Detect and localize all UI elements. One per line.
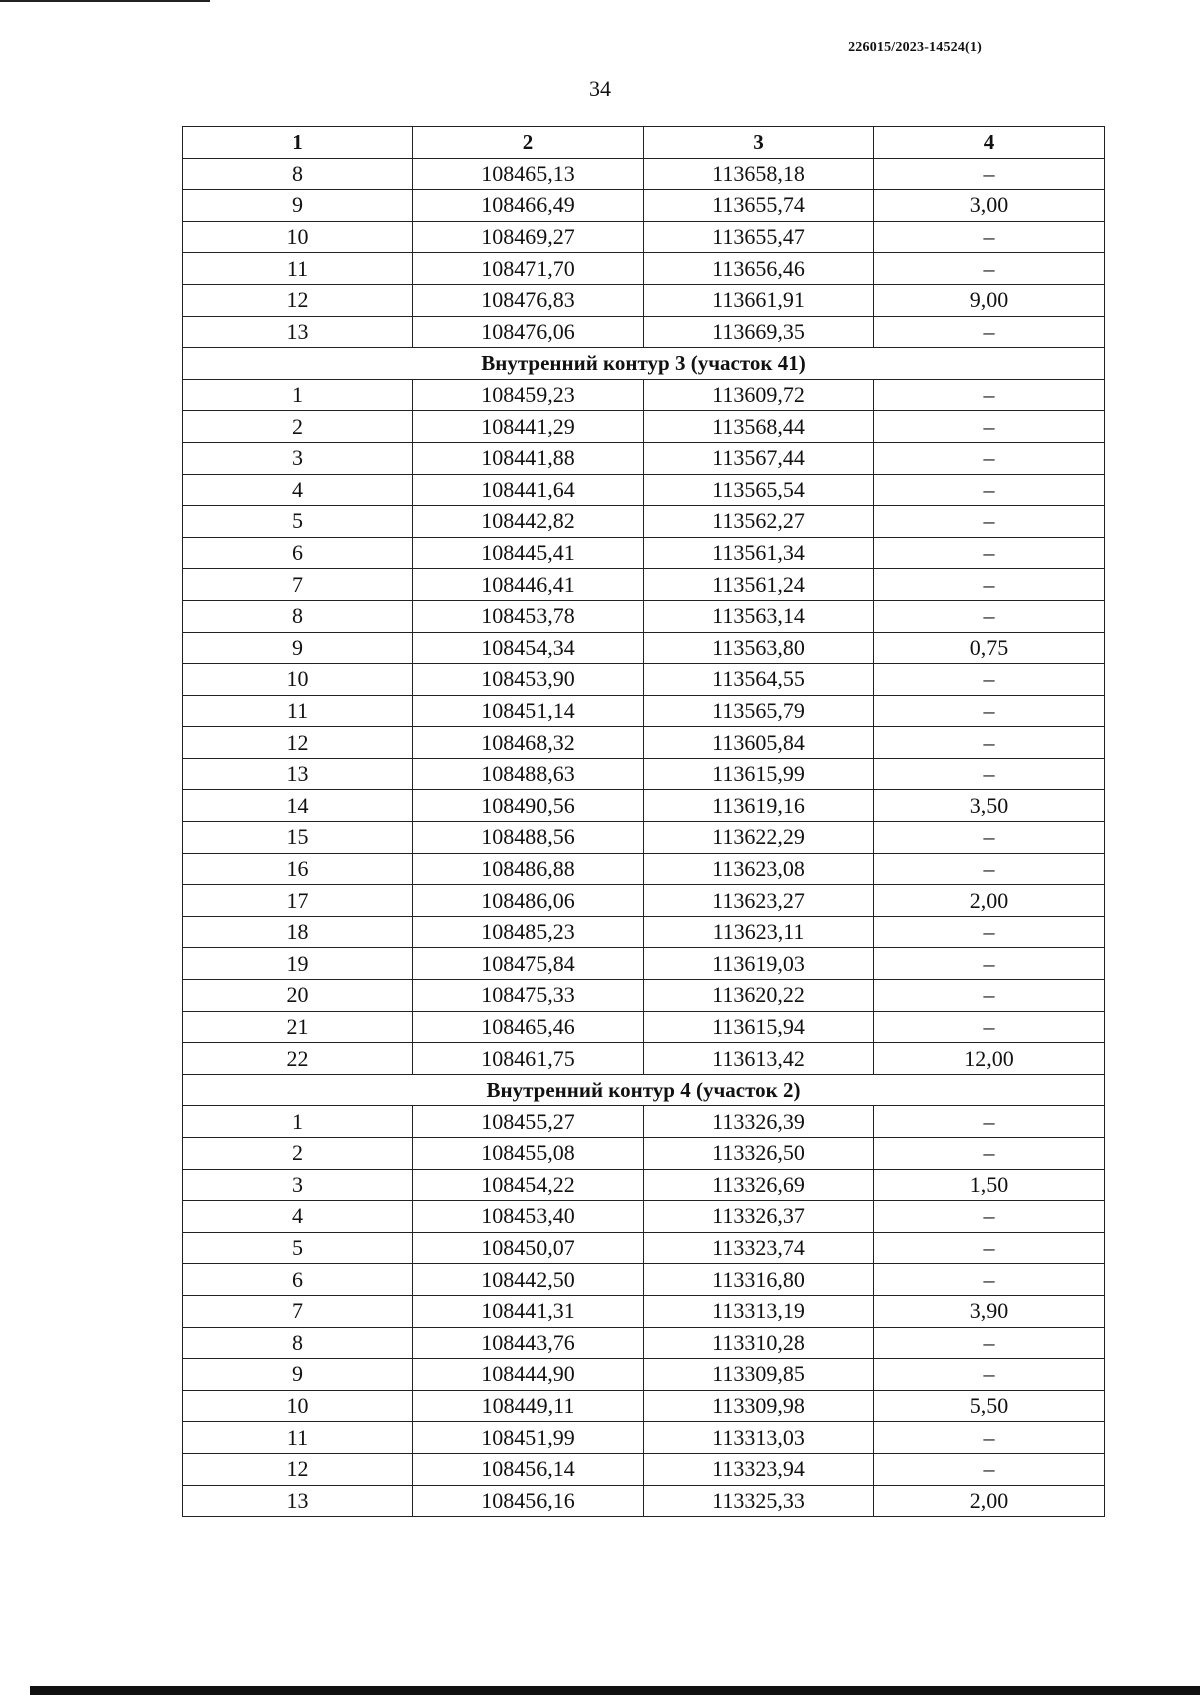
table-cell: 108490,56 <box>413 790 644 822</box>
page-number: 34 <box>589 76 611 101</box>
table-cell: 108456,16 <box>413 1485 644 1517</box>
table-cell: 11 <box>183 695 413 727</box>
table-cell: – <box>874 1453 1105 1485</box>
table-cell: 108455,08 <box>413 1138 644 1170</box>
table-cell: 1 <box>183 379 413 411</box>
table-cell: 108451,14 <box>413 695 644 727</box>
table-row <box>183 1201 1105 1233</box>
table-row <box>183 253 1105 285</box>
table-cell: 2 <box>183 1138 413 1170</box>
table-cell: 108488,56 <box>413 822 644 854</box>
column-header: 4 <box>874 127 1105 159</box>
section-title: Внутренний контур 4 (участок 2) <box>183 1074 1105 1106</box>
table-cell: 0,75 <box>874 632 1105 664</box>
table-cell: 108466,49 <box>413 190 644 222</box>
table-cell: – <box>874 664 1105 696</box>
table-cell: 108454,34 <box>413 632 644 664</box>
table-cell: 13 <box>183 1485 413 1517</box>
table-cell: 113605,84 <box>644 727 874 759</box>
table-cell: 108471,70 <box>413 253 644 285</box>
table-cell: 3,90 <box>874 1295 1105 1327</box>
table-row <box>183 442 1105 474</box>
table-cell: 113564,55 <box>644 664 874 696</box>
table-cell: 108465,13 <box>413 158 644 190</box>
table-row <box>183 1232 1105 1264</box>
table-cell: – <box>874 569 1105 601</box>
table-cell: – <box>874 1011 1105 1043</box>
table-cell: 113309,98 <box>644 1390 874 1422</box>
table-cell: 5 <box>183 506 413 538</box>
table-cell: – <box>874 822 1105 854</box>
table-cell: 1,50 <box>874 1169 1105 1201</box>
table-cell: 16 <box>183 853 413 885</box>
table-row <box>183 379 1105 411</box>
table-cell: 108450,07 <box>413 1232 644 1264</box>
table-row <box>183 1422 1105 1454</box>
table-row <box>183 411 1105 443</box>
table-cell: 108451,99 <box>413 1422 644 1454</box>
table-cell: 113562,27 <box>644 506 874 538</box>
table-cell: 113563,14 <box>644 600 874 632</box>
table-cell: 11 <box>183 1422 413 1454</box>
table-cell: 108461,75 <box>413 1043 644 1075</box>
table-cell: 113313,19 <box>644 1295 874 1327</box>
table-cell: 12 <box>183 284 413 316</box>
table-row <box>183 1453 1105 1485</box>
table-row <box>183 664 1105 696</box>
table-row <box>183 758 1105 790</box>
table-cell: 13 <box>183 316 413 348</box>
table-cell: 12 <box>183 727 413 759</box>
table-cell: 108453,40 <box>413 1201 644 1233</box>
table-cell: 113620,22 <box>644 980 874 1012</box>
table-cell: 113655,74 <box>644 190 874 222</box>
table-cell: 108455,27 <box>413 1106 644 1138</box>
table-cell: 113561,34 <box>644 537 874 569</box>
table-cell: – <box>874 980 1105 1012</box>
table-cell: 108465,46 <box>413 1011 644 1043</box>
table-row <box>183 284 1105 316</box>
table-cell: 22 <box>183 1043 413 1075</box>
table-cell: 7 <box>183 569 413 601</box>
table-cell: 113563,80 <box>644 632 874 664</box>
table-cell: 9 <box>183 1359 413 1391</box>
table-row <box>183 1390 1105 1422</box>
bottom-scan-bar <box>30 1686 1200 1695</box>
table-cell: 108486,88 <box>413 853 644 885</box>
table-cell: 113661,91 <box>644 284 874 316</box>
table-cell: 113309,85 <box>644 1359 874 1391</box>
table-cell: 113623,08 <box>644 853 874 885</box>
coordinates-table <box>182 126 1105 1517</box>
table-cell: 108475,84 <box>413 948 644 980</box>
table-row <box>183 506 1105 538</box>
table-cell: 108454,22 <box>413 1169 644 1201</box>
table-cell: 5 <box>183 1232 413 1264</box>
table-cell: – <box>874 758 1105 790</box>
table-cell: – <box>874 1327 1105 1359</box>
table-cell: 113313,03 <box>644 1422 874 1454</box>
table-cell: – <box>874 1264 1105 1296</box>
table-row <box>183 537 1105 569</box>
table-row <box>183 1138 1105 1170</box>
table-body <box>183 158 1105 1517</box>
table-cell: 113623,27 <box>644 885 874 917</box>
table-cell: 108444,90 <box>413 1359 644 1391</box>
table-row <box>183 1169 1105 1201</box>
table-row <box>183 158 1105 190</box>
table-cell: – <box>874 1422 1105 1454</box>
table-cell: 113656,46 <box>644 253 874 285</box>
section-row <box>183 348 1105 380</box>
table-cell: 113658,18 <box>644 158 874 190</box>
table-row <box>183 1295 1105 1327</box>
table-cell: 2,00 <box>874 1485 1105 1517</box>
table-cell: 6 <box>183 1264 413 1296</box>
section-row <box>183 1074 1105 1106</box>
table-row <box>183 1359 1105 1391</box>
table-cell: – <box>874 727 1105 759</box>
table-cell: 113669,35 <box>644 316 874 348</box>
table-cell: 8 <box>183 600 413 632</box>
table-cell: – <box>874 695 1105 727</box>
table-cell: 113326,69 <box>644 1169 874 1201</box>
table-cell: 108445,41 <box>413 537 644 569</box>
table-cell: 14 <box>183 790 413 822</box>
table-cell: – <box>874 1106 1105 1138</box>
table-cell: 113325,33 <box>644 1485 874 1517</box>
table-cell: – <box>874 411 1105 443</box>
table-cell: 9 <box>183 632 413 664</box>
table-row <box>183 316 1105 348</box>
table-cell: 108441,88 <box>413 442 644 474</box>
table-cell: 108443,76 <box>413 1327 644 1359</box>
table-cell: – <box>874 537 1105 569</box>
table-cell: 108441,29 <box>413 411 644 443</box>
table-row <box>183 790 1105 822</box>
table-row <box>183 632 1105 664</box>
table-header-row <box>183 127 1105 159</box>
table-cell: – <box>874 948 1105 980</box>
table-cell: 21 <box>183 1011 413 1043</box>
table-row <box>183 695 1105 727</box>
document-number: 226015/2023-14524(1) <box>848 40 982 55</box>
table-cell: 8 <box>183 158 413 190</box>
table-cell: 4 <box>183 1201 413 1233</box>
table-cell: 113619,16 <box>644 790 874 822</box>
table-row <box>183 822 1105 854</box>
table-cell: – <box>874 853 1105 885</box>
table-cell: 1 <box>183 1106 413 1138</box>
table-row <box>183 1327 1105 1359</box>
table-cell: 113615,99 <box>644 758 874 790</box>
table-row <box>183 1485 1105 1517</box>
table-cell: 113326,50 <box>644 1138 874 1170</box>
table-cell: 108475,33 <box>413 980 644 1012</box>
table-cell: 9,00 <box>874 284 1105 316</box>
table-row <box>183 600 1105 632</box>
table-cell: – <box>874 1138 1105 1170</box>
table-cell: 12 <box>183 1453 413 1485</box>
table-cell: 113323,74 <box>644 1232 874 1264</box>
table-cell: 108468,32 <box>413 727 644 759</box>
table-cell: 108488,63 <box>413 758 644 790</box>
table-cell: 113567,44 <box>644 442 874 474</box>
table-cell: 113316,80 <box>644 1264 874 1296</box>
table-cell: 113619,03 <box>644 948 874 980</box>
table-cell: – <box>874 600 1105 632</box>
table-cell: 8 <box>183 1327 413 1359</box>
table-cell: 113655,47 <box>644 221 874 253</box>
table-cell: 108469,27 <box>413 221 644 253</box>
table-cell: – <box>874 1232 1105 1264</box>
top-scan-line <box>0 0 210 2</box>
table-cell: 10 <box>183 1390 413 1422</box>
table-cell: 108453,78 <box>413 600 644 632</box>
table-row <box>183 916 1105 948</box>
table-cell: 9 <box>183 190 413 222</box>
column-header: 2 <box>413 127 644 159</box>
table-cell: 113622,29 <box>644 822 874 854</box>
table-row <box>183 1106 1105 1138</box>
table-cell: 108442,82 <box>413 506 644 538</box>
table-cell: 17 <box>183 885 413 917</box>
section-title: Внутренний контур 3 (участок 41) <box>183 348 1105 380</box>
column-header: 3 <box>644 127 874 159</box>
table-cell: – <box>874 1359 1105 1391</box>
table-cell: 113609,72 <box>644 379 874 411</box>
table-cell: 113326,37 <box>644 1201 874 1233</box>
table-cell: 108453,90 <box>413 664 644 696</box>
table-cell: 108486,06 <box>413 885 644 917</box>
table-cell: – <box>874 506 1105 538</box>
table-cell: 108476,06 <box>413 316 644 348</box>
table-cell: 3,50 <box>874 790 1105 822</box>
table-cell: 108456,14 <box>413 1453 644 1485</box>
table-cell: 5,50 <box>874 1390 1105 1422</box>
table-cell: 11 <box>183 253 413 285</box>
table-cell: 10 <box>183 664 413 696</box>
table-cell: – <box>874 158 1105 190</box>
table-row <box>183 569 1105 601</box>
table-cell: – <box>874 474 1105 506</box>
table-cell: – <box>874 442 1105 474</box>
table-cell: – <box>874 1201 1105 1233</box>
table-row <box>183 1011 1105 1043</box>
table-cell: 6 <box>183 537 413 569</box>
table-cell: – <box>874 316 1105 348</box>
table-cell: – <box>874 916 1105 948</box>
table-cell: 108449,11 <box>413 1390 644 1422</box>
table-row <box>183 1043 1105 1075</box>
table-row <box>183 727 1105 759</box>
table-cell: 19 <box>183 948 413 980</box>
table-cell: 113561,24 <box>644 569 874 601</box>
table-cell: 12,00 <box>874 1043 1105 1075</box>
table-cell: 108441,31 <box>413 1295 644 1327</box>
table-row <box>183 885 1105 917</box>
table-row <box>183 190 1105 222</box>
table-cell: – <box>874 221 1105 253</box>
table-cell: 3 <box>183 1169 413 1201</box>
table-cell: 13 <box>183 758 413 790</box>
table-cell: 3 <box>183 442 413 474</box>
table-cell: 20 <box>183 980 413 1012</box>
table-cell: 18 <box>183 916 413 948</box>
table-row <box>183 474 1105 506</box>
column-header: 1 <box>183 127 413 159</box>
table-cell: 113568,44 <box>644 411 874 443</box>
table-row <box>183 980 1105 1012</box>
table-cell: 113565,79 <box>644 695 874 727</box>
table-row <box>183 948 1105 980</box>
table-cell: 7 <box>183 1295 413 1327</box>
table-cell: 108485,23 <box>413 916 644 948</box>
table-cell: 113323,94 <box>644 1453 874 1485</box>
table-cell: 113623,11 <box>644 916 874 948</box>
table-cell: – <box>874 253 1105 285</box>
table-cell: 2 <box>183 411 413 443</box>
table-cell: 108442,50 <box>413 1264 644 1296</box>
table-cell: 108459,23 <box>413 379 644 411</box>
table-cell: 113613,42 <box>644 1043 874 1075</box>
table-cell: 4 <box>183 474 413 506</box>
table-cell: – <box>874 379 1105 411</box>
table-cell: 3,00 <box>874 190 1105 222</box>
table-cell: 108441,64 <box>413 474 644 506</box>
table-row <box>183 853 1105 885</box>
table-cell: 113565,54 <box>644 474 874 506</box>
table-cell: 113615,94 <box>644 1011 874 1043</box>
table-cell: 113326,39 <box>644 1106 874 1138</box>
table-cell: 2,00 <box>874 885 1105 917</box>
table-cell: 10 <box>183 221 413 253</box>
table-cell: 108446,41 <box>413 569 644 601</box>
table-row <box>183 221 1105 253</box>
table-cell: 113310,28 <box>644 1327 874 1359</box>
table-cell: 108476,83 <box>413 284 644 316</box>
table-row <box>183 1264 1105 1296</box>
table-cell: 15 <box>183 822 413 854</box>
